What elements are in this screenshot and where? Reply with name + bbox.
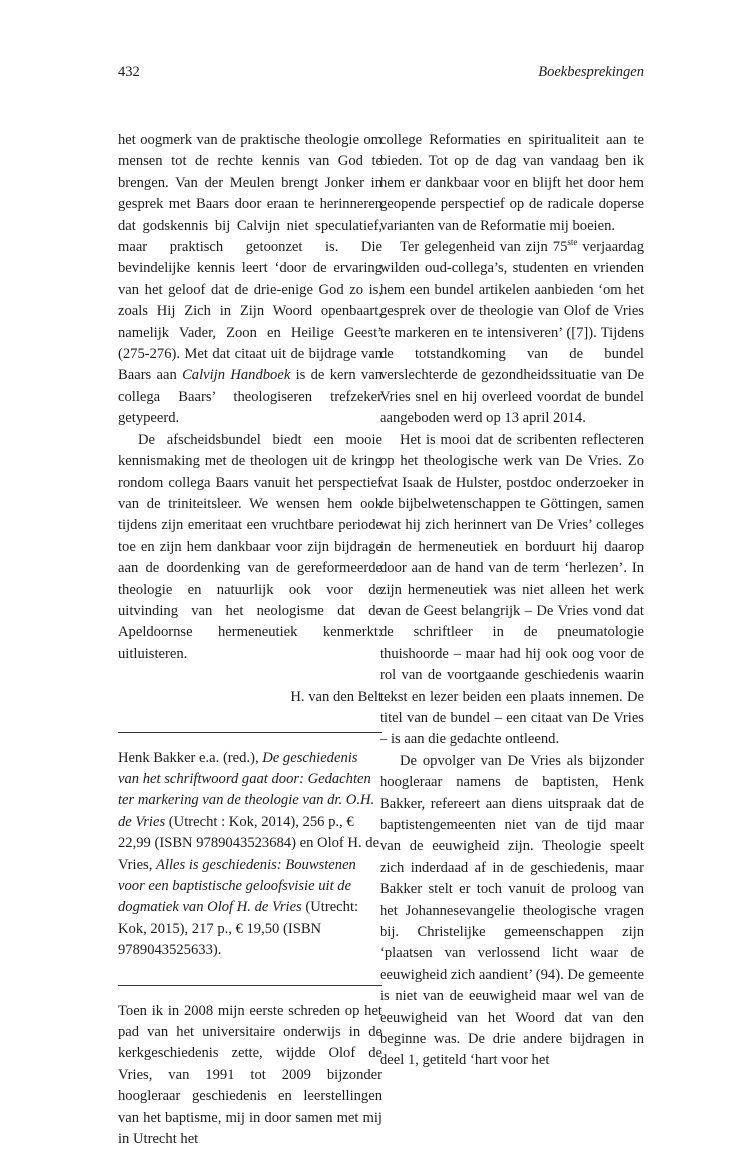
right-column [380,130,644,1072]
paragraph: Ter gelegenheid van zijn 75ste verjaardag wilden oud-collega’s, studenten en vrienden hem een bundel artikelen aanbieden ‘om het gesprek over de theologie van Olof de Vries te markeren en te intensiveren’ ([7]). Tijdens de totstandkoming van de bundel verslechterde de gezondheidssituatie van De Vries snel en hij overleed voordat de bundel aangeboden werd op 13 april 2014. [380,237,644,427]
running-title: Boekbesprekingen [538,64,644,80]
paragraph: De afscheidsbundel biedt een mooie kennismaking met de theologen uit de kring rondom collega Baars vanuit het perspectief van de triniteitsleer. We wensen hem ook tijdens zijn emeritaat een vruchtbare periode toe en zijn hem dankbaar voor zijn bijdrage aan de doordenking van de gereformeerde theologie en natuurlijk ook voor de uitvinding van het neologisme dat de Apeldoornse hermeneutiek kenmerkt: uitluisteren. [118,431,382,662]
paragraph: college Reformaties en spiritualiteit aan te bieden. Tot op de dag van vandaag ben ik hem er dankbaar voor en blijft het door hem geopende perspectief op de radicale doperse varianten van de Reformatie mij boeien. [380,132,644,234]
divider [118,732,382,733]
page-header [118,64,644,84]
left-column [118,130,382,1150]
page-number: 432 [118,64,140,80]
review-signature: H. van den Belt [290,689,382,706]
paragraph: De opvolger van De Vries als bijzonder hoogleraar namens de baptisten, Henk Bakker, refereert aan diens uitspraak dat de baptistengemeenten niet van de tijd maar van de eeuwigheid zijn. Theologie speelt zich inderdaad af in de geschiedenis, maar Bakker stelt er toch vanuit de proloog van het Johannesevangelie theologische vragen bij. Christelijke gemeenschappen zijn ‘plaatsen van verlossend licht waar de eeuwigheid zich aandient’ (94). De gemeente is niet van de eeuwigheid maar wel van de eeuwigheid van het Woord dat van den beginne was. De drie andere bijdragen in deel 1, getiteld ‘hart voor het [380,752,644,1069]
paragraph: Het is mooi dat de scribenten reflecteren op het theologische werk van De Vries. Zo vat Isaak de Hulster, postdoc onderzoeker in de bijbelwetenschappen te Göttingen, samen wat hij zich herinnert van De Vries’ colleges in de hermeneutiek en borduurt hij daarop door aan de hand van de term ‘herlezen’. In zijn hermeneutiek was niet alleen het werk van de Geest belangrijk – De Vries vond dat de schriftleer in de pneumatologie thuishoorde – maar had hij ook oog voor de rol van de voortgaande geschiedenis waarin tekst en lezer beiden een plaats innemen. De titel van de bundel – een citaat van De Vries – is aan die gedachte ontleend. [380,431,644,748]
divider [118,985,382,986]
paragraph: het oogmerk van de praktische theologie om mensen tot de rechte kennis van God te brengen. Van der Meulen brengt Jonker in gesprek met Baars door eraan te herinneren dat godskennis bij Calvijn niet speculatief, maar praktisch getoonzet is. Die bevindelijke kennis leert ‘door de ervaring van het geloof dat de drie-enige God zo is, zoals Hij Zich in Zijn Woord openbaart, namelijk Vader, Zoon en Heilige Geest’ (275-276). Met dat citaat uit de bijdrage van Baars aan Calvijn Handboek is de kern van collega Baars’ theologiseren trefzeker getypeerd. [118,132,382,427]
paragraph: Toen ik in 2008 mijn eerste schreden op het pad van het universitaire onderwijs in de kerkgeschiedenis zette, wijdde Olof de Vries, van 1991 tot 2009 bijzonder hoogleraar geschiedenis en leerstellingen van het baptisme, mij in door samen met mij in Utrecht het [118,1002,382,1148]
bibliographic-entry: Henk Bakker e.a. (red.), De geschiedenis van het schriftwoord gaat door: Gedachten ter markering van de theologie van dr. O.H. de Vries (Utrecht : Kok, 2014), 256 p., € 22,99 (ISBN 9789043523684) en Olof H. de Vries, Alles is geschiedenis: Bouwstenen voor een baptistische geloofsvisie uit de dogmatiek van Olof H. de Vries (Utrecht: Kok, 2015), 217 p., € 19,50 (ISBN 9789043525633). [118,749,380,959]
